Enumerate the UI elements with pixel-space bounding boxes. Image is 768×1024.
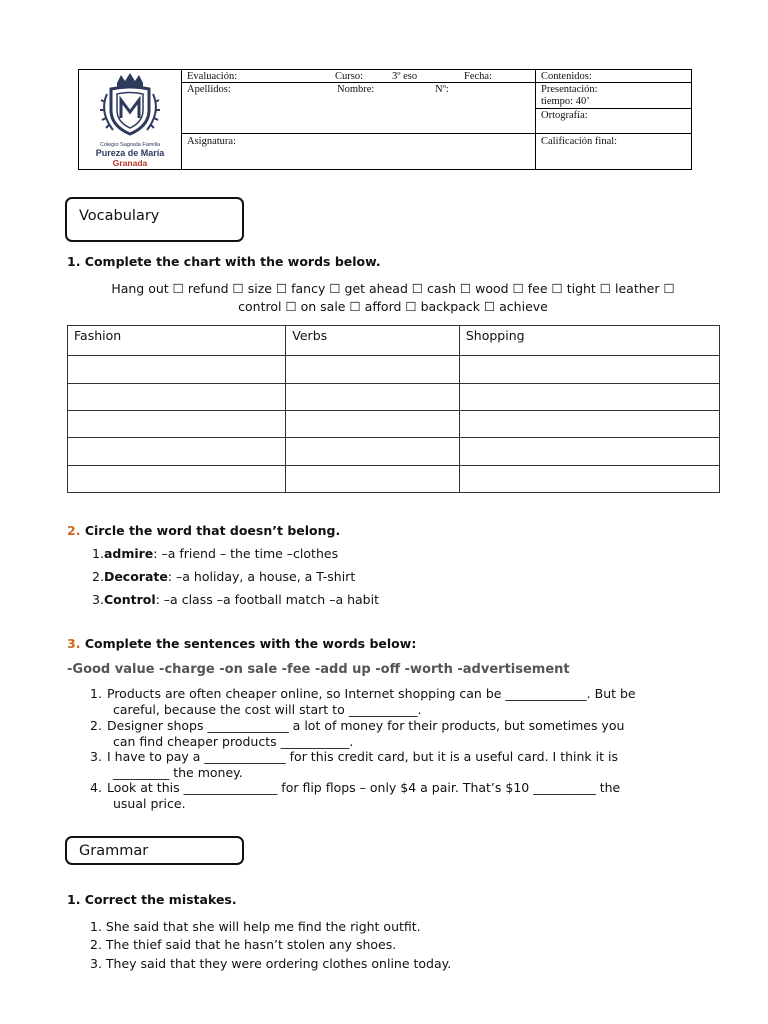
chart-header-verbs: Verbs (286, 326, 460, 356)
contenidos-label: Contenidos: (541, 71, 592, 82)
chart-cell[interactable] (68, 465, 286, 492)
chart-cell[interactable] (459, 410, 719, 437)
header-table (78, 69, 692, 170)
curso-label: Curso: (335, 71, 364, 82)
chart-cell[interactable] (68, 383, 286, 410)
q2-title: Circle the word that doesn’t belong. (84, 523, 341, 538)
word-bank-line2: control ☐ on sale ☐ afford ☐ backpack ☐ achieve (238, 299, 548, 314)
chart-cell[interactable] (286, 410, 460, 437)
grammar-title: Grammar (79, 843, 149, 859)
chart-cell[interactable] (459, 383, 719, 410)
chart-cell[interactable] (286, 465, 460, 492)
chart-cell[interactable] (459, 438, 719, 465)
chart-cell[interactable] (68, 356, 286, 383)
curso-value: 3º eso (392, 71, 418, 82)
chart-cell[interactable] (68, 438, 286, 465)
grammar-q1-title: 1. Correct the mistakes. (67, 892, 237, 907)
q3-word-bank: -Good value -charge -on sale -fee -add up -off -worth -advertisement (67, 662, 570, 677)
apellidos-label: Apellidos: (187, 84, 231, 95)
list-item: 2.Decorate: –a holiday, a house, a T-shirt (92, 569, 356, 584)
chart-cell[interactable] (286, 383, 460, 410)
numero-label: Nº: (435, 84, 449, 95)
presentacion-label: Presentación: (541, 84, 598, 95)
chart-row (68, 356, 720, 383)
logo-line1: Colegio Sagrada Familia (99, 142, 161, 148)
vocabulary-title: Vocabulary (79, 208, 160, 224)
vocab-q1-title: 1. Complete the chart with the words below. (67, 254, 381, 269)
logo-line3: Granada (112, 158, 148, 168)
vocabulary-chart (67, 325, 720, 493)
crest-icon (83, 72, 177, 142)
chart-cell[interactable] (286, 356, 460, 383)
chart-header-row (68, 326, 720, 356)
list-item: 3.Control: –a class –a football match –a habit (92, 592, 379, 607)
school-logo (83, 72, 177, 168)
list-item: 1.admire: –a friend – the time –clothes (92, 546, 339, 561)
list-item: 3. They said that they were ordering clothes online today. (90, 956, 452, 971)
asignatura-label: Asignatura: (187, 136, 236, 147)
chart-cell[interactable] (68, 410, 286, 437)
logo-line2: Pureza de María (95, 148, 165, 158)
q2-number: 2. (67, 523, 81, 538)
chart-cell[interactable] (459, 356, 719, 383)
fecha-label: Fecha: (464, 71, 492, 82)
chart-header-shopping: Shopping (459, 326, 719, 356)
q3-title: Complete the sentences with the words below: (84, 636, 417, 651)
chart-row (68, 410, 720, 437)
vocab-q3-heading (67, 636, 416, 651)
q3-number: 3. (67, 636, 81, 651)
list-item: 2. The thief said that he hasn’t stolen any shoes. (90, 937, 397, 952)
list-item: 1. She said that she will help me find the right outfit. (90, 919, 421, 934)
vocabulary-section-box (65, 197, 244, 242)
divider (181, 70, 182, 169)
word-bank-line1: Hang out ☐ refund ☐ size ☐ fancy ☐ get ahead ☐ cash ☐ wood ☐ fee ☐ tight ☐ leather ☐ (111, 281, 675, 296)
divider (535, 70, 536, 169)
chart-cell[interactable] (459, 465, 719, 492)
divider (535, 108, 691, 109)
evaluacion-label: Evaluación: (187, 71, 238, 82)
chart-cell[interactable] (286, 438, 460, 465)
nombre-label: Nombre: (337, 84, 375, 95)
divider (181, 133, 691, 134)
chart-row (68, 383, 720, 410)
chart-row (68, 438, 720, 465)
divider (181, 82, 691, 83)
ortografia-label: Ortografía: (541, 110, 588, 121)
tiempo-label: tiempo: 40’ (541, 96, 590, 107)
chart-header-fashion: Fashion (68, 326, 286, 356)
vocab-q2-heading (67, 523, 340, 538)
grammar-section-box (65, 836, 244, 865)
chart-row (68, 465, 720, 492)
calificacion-label: Calificación final: (541, 136, 618, 147)
